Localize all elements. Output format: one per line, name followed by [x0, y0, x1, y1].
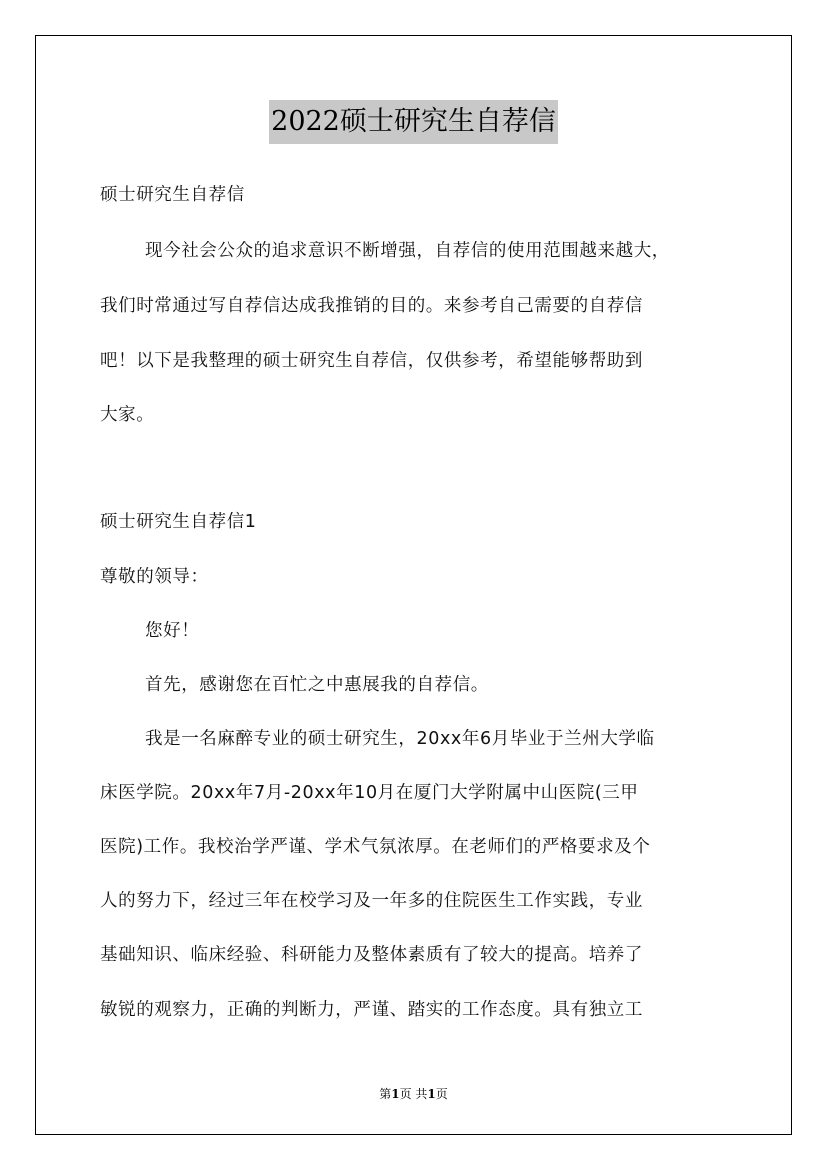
body-line-6: 敏锐的观察力，正确的判断力，严谨、踏实的工作态度。具有独立工 [100, 1000, 643, 1020]
footer-prefix: 第 [379, 1087, 392, 1101]
footer-total-pages: 1 [427, 1087, 436, 1101]
body-line-1: 我是一名麻醉专业的硕士研究生，20xx年6月毕业于兰州大学临 [145, 729, 655, 749]
intro-line-4: 大家。 [100, 405, 155, 425]
body-line-3: 医院)工作。我校治学严谨、学术气氛浓厚。在老师们的严格要求及个 [100, 837, 651, 857]
intro-line-2: 我们时常通过写自荐信达成我推销的目的。来参考自己需要的自荐信 [100, 296, 643, 316]
section-heading: 硕士研究生自荐信1 [100, 512, 257, 532]
body-line-4: 人的努力下，经过三年在校学习及一年多的住院医生工作实践，专业 [100, 891, 643, 911]
greeting: 您好！ [145, 621, 200, 641]
body-line-2: 床医学院。20xx年7月-20xx年10月在厦门大学附属中山医院(三甲 [100, 783, 639, 803]
body-line-5: 基础知识、临床经验、科研能力及整体素质有了较大的提高。培养了 [100, 945, 643, 965]
footer-mid: 页 共 [399, 1087, 428, 1101]
intro-line-3: 吧！以下是我整理的硕士研究生自荐信，仅供参考，希望能够帮助到 [100, 351, 643, 371]
footer-suffix: 页 [435, 1087, 448, 1101]
footer-current-page: 1 [391, 1087, 400, 1101]
title-container [0, 100, 827, 144]
subtitle: 硕士研究生自荐信 [100, 185, 245, 205]
salutation: 尊敬的领导： [100, 567, 209, 587]
intro-line-1: 现今社会公众的追求意识不断增强，自荐信的使用范围越来越大， [145, 241, 670, 261]
page-footer [0, 1085, 827, 1102]
document-title: 2022硕士研究生自荐信 [269, 100, 558, 144]
opening-line: 首先，感谢您在百忙之中惠展我的自荐信。 [145, 675, 489, 695]
